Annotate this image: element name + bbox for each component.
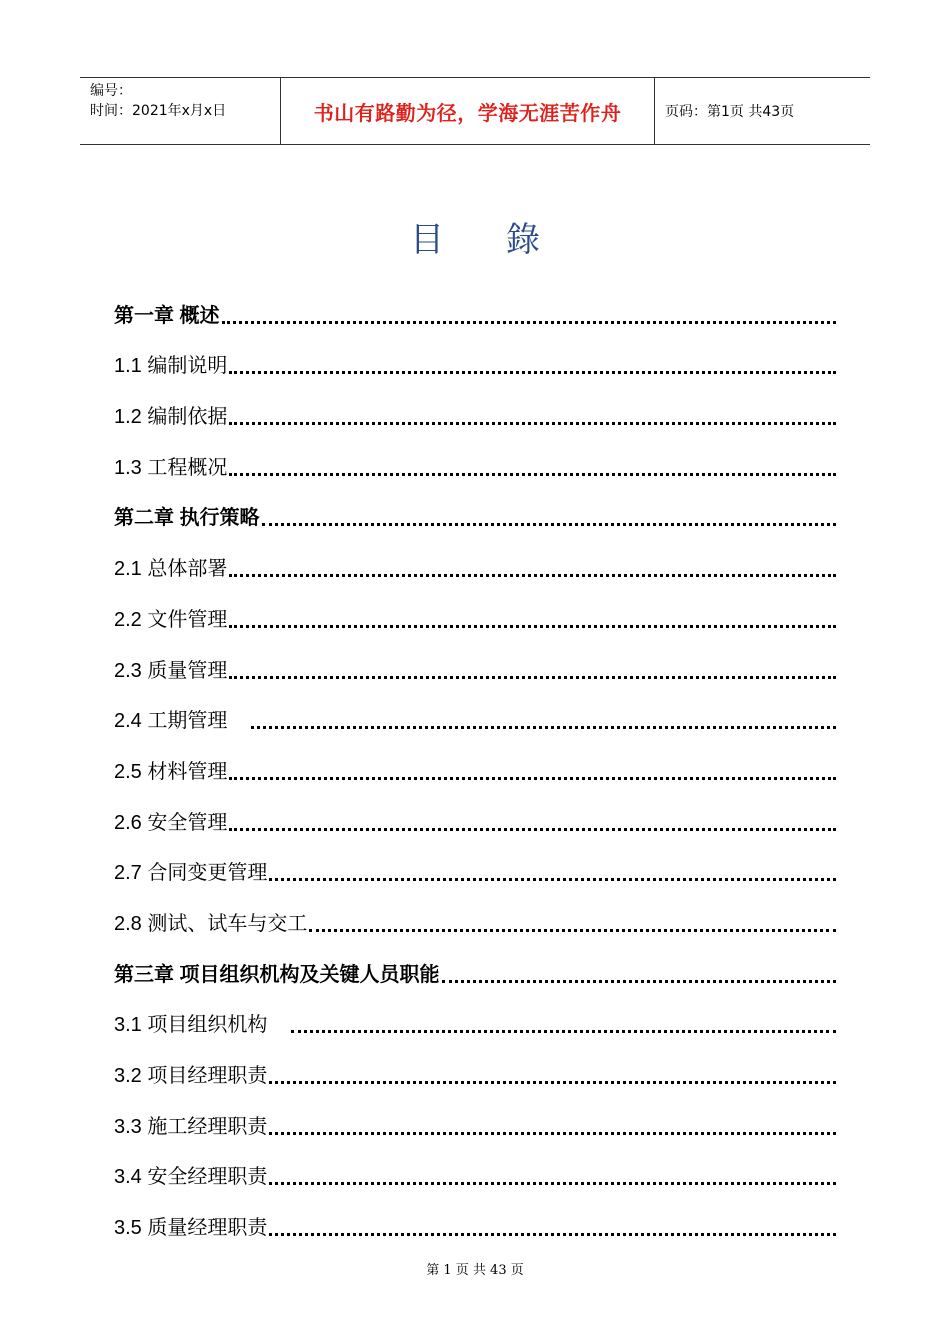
toc-dot-leader <box>262 523 836 526</box>
toc-dot-leader <box>442 980 836 983</box>
header-meta-cell <box>80 78 281 144</box>
toc-entry[interactable] <box>114 482 836 533</box>
toc-entry[interactable] <box>114 380 836 431</box>
toc-entry-label: 2.3 质量管理 <box>114 659 228 682</box>
toc-dot-leader <box>229 473 836 476</box>
toc-entry-label: 3.2 项目经理职责 <box>114 1065 268 1087</box>
toc-entry[interactable] <box>114 330 836 381</box>
toc-dot-leader <box>229 777 836 780</box>
toc-entry-label: 第二章 执行策略 <box>114 507 260 530</box>
toc-entry[interactable] <box>114 1191 836 1242</box>
toc-dot-leader <box>291 1030 836 1033</box>
toc-entry[interactable] <box>114 786 836 837</box>
document-time-label: 时间：2021年x月x日 <box>90 103 227 119</box>
toc-dot-leader <box>309 929 836 932</box>
table-of-contents <box>114 279 836 1242</box>
toc-entry-label: 第三章 项目组织机构及关键人员职能 <box>114 963 440 986</box>
toc-entry[interactable] <box>114 532 836 583</box>
toc-dot-leader <box>229 828 836 831</box>
toc-entry-label: 1.2 编制依据 <box>114 406 228 429</box>
toc-dot-leader <box>229 574 836 577</box>
toc-title-char-1: 目 <box>410 220 444 260</box>
header-motto: 书山有路勤为径，学海无涯苦作舟 <box>281 78 655 144</box>
toc-entry[interactable] <box>114 1141 836 1192</box>
toc-entry-label: 第一章 概述 <box>114 304 220 327</box>
toc-entry-label: 3.3 施工经理职责 <box>114 1115 268 1138</box>
toc-entry-label: 3.1 项目组织机构 <box>114 1014 268 1037</box>
toc-dot-leader <box>269 878 836 881</box>
toc-entry-label: 2.6 安全管理 <box>114 811 228 834</box>
toc-entry[interactable] <box>114 279 836 330</box>
toc-entry[interactable] <box>114 938 836 989</box>
toc-entry[interactable] <box>114 431 836 482</box>
toc-entry-label: 2.8 测试、试车与交工 <box>114 912 308 935</box>
toc-dot-leader <box>229 676 836 679</box>
toc-entry-label: 3.4 安全经理职责 <box>114 1166 268 1189</box>
toc-dot-leader <box>229 371 836 374</box>
toc-entry-label: 2.1 总体部署 <box>114 558 228 581</box>
toc-entry[interactable] <box>114 583 836 634</box>
toc-dot-leader <box>222 321 836 324</box>
toc-entry[interactable] <box>114 1090 836 1141</box>
toc-dot-leader <box>229 422 836 425</box>
toc-entry-label: 2.4 工期管理 <box>114 710 228 733</box>
toc-dot-leader <box>229 625 836 628</box>
toc-entry-label: 2.7 合同变更管理 <box>114 862 268 885</box>
page-header <box>80 77 870 145</box>
toc-entry[interactable] <box>114 735 836 786</box>
toc-entry-label: 3.5 质量经理职责 <box>114 1217 268 1240</box>
toc-entry[interactable] <box>114 1039 836 1090</box>
toc-title <box>0 212 950 261</box>
toc-dot-leader <box>269 1081 836 1084</box>
toc-entry-label: 1.3 工程概况 <box>114 456 228 479</box>
toc-dot-leader <box>269 1233 836 1236</box>
toc-entry-label: 2.2 文件管理 <box>114 608 228 631</box>
toc-title-char-2: 錄 <box>506 220 540 260</box>
toc-entry[interactable] <box>114 887 836 938</box>
toc-dot-leader <box>269 1182 836 1185</box>
header-page-info: 页码：第1页 共43页 <box>665 104 795 120</box>
toc-entry[interactable] <box>114 989 836 1040</box>
toc-entry[interactable] <box>114 634 836 685</box>
toc-entry[interactable] <box>114 685 836 736</box>
toc-dot-leader <box>251 726 836 729</box>
toc-entry[interactable] <box>114 837 836 888</box>
toc-entry-label: 1.1 编制说明 <box>114 355 228 378</box>
page-footer: 第 1 页 共 43 页 <box>426 1263 524 1278</box>
toc-dot-leader <box>269 1132 836 1135</box>
document-number-label: 编号： <box>90 83 132 99</box>
toc-entry-label: 2.5 材料管理 <box>114 760 228 783</box>
